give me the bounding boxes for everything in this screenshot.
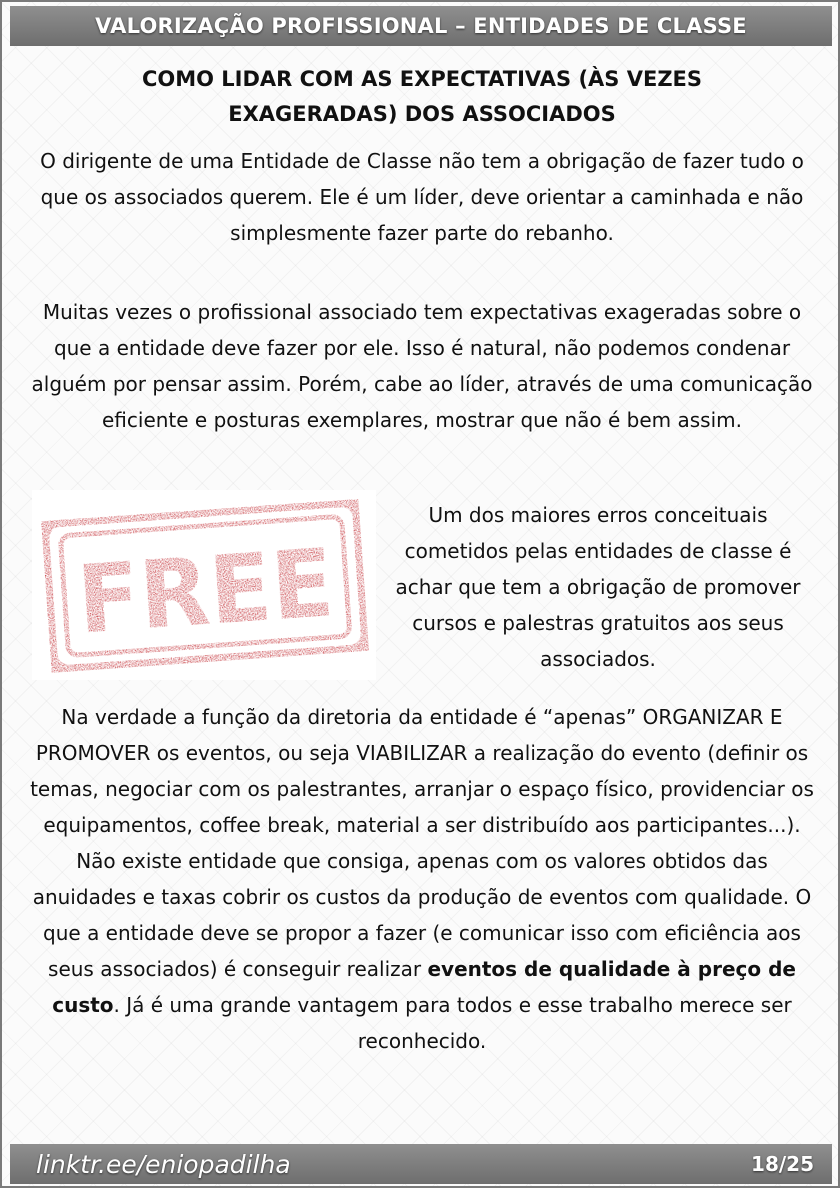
stamp-text: FREE [74, 528, 347, 656]
paragraph-3: Um dos maiores erros conceituais cometidos pelas entidades de classe é achar que tem a obrigação de promover cursos e palestras gratuitos aos seus associados. [395, 503, 801, 671]
header-banner [10, 6, 832, 46]
article-title-line-1: COMO LIDAR COM AS EXPECTATIVAS (ÀS VEZES [141, 67, 703, 91]
paragraph-4-text-end: . Já é uma grande vantagem para todos e esse trabalho merece ser reconhecido. [113, 993, 792, 1053]
footer-link[interactable]: linktr.ee/eniopadilha [36, 1149, 291, 1179]
paragraph-4-emphasis: eventos de qualidade à preço de custo [52, 957, 796, 1017]
paragraph-4 [24, 699, 820, 1059]
article-title [42, 62, 802, 132]
footer-banner [10, 1144, 832, 1184]
page-number: 18/25 [751, 1152, 814, 1176]
paragraph-2: Muitas vezes o profissional associado tem expectativas exageradas sobre o que a entidade deve fazer por ele. Isso é natural, não podemos condenar alguém por pensar assim. Porém, cabe ao líder, através de uma comunicação eficiente e posturas exemplares, mostrar que não é bem assim. [31, 300, 813, 432]
paragraph-4-text-start: Na verdade a função da diretoria da entidade é “apenas” ORGANIZAR E PROMOVER os eventos, ou seja VIABILIZAR a realização do evento (definir os temas, negociar com os palestrantes, arranjar o espaço físico, providenciar os equipamentos, coffee break, material a ser distribuído aos participantes...). Não existe entidade que consiga, apenas com os valores obtidos das anuidades e taxas cobrir os custos da produção de eventos com qualidade. O que a entidade deve se propor a fazer (e comunicar isso com eficiência aos seus associados) é conseguir realizar [30, 705, 814, 981]
article-title-line-2: EXAGERADAS) DOS ASSOCIADOS [228, 102, 616, 126]
free-stamp-image [32, 490, 376, 680]
paragraph-1: O dirigente de uma Entidade de Classe não tem a obrigação de fazer tudo o que os associados querem. Ele é um líder, deve orientar a caminhada e não simplesmente fazer parte do rebanho. [40, 149, 804, 245]
header-title: VALORIZAÇÃO PROFISSIONAL – ENTIDADES DE CLASSE [95, 14, 747, 38]
free-stamp-graphic [32, 490, 376, 680]
